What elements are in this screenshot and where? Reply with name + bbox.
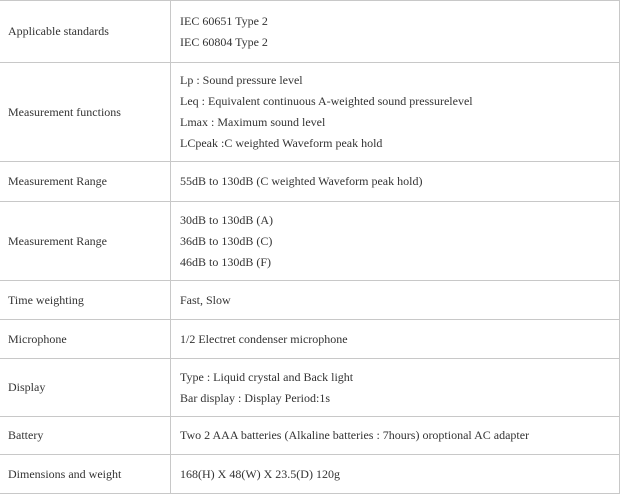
row-label: Dimensions and weight	[0, 455, 171, 494]
value-line: Two 2 AAA batteries (Alkaline batteries : 7hours) oroptional AC adapter	[180, 428, 530, 442]
row-label: Display	[0, 359, 171, 417]
value-line: Leq : Equivalent continuous A-weighted sound pressurelevel	[180, 94, 473, 108]
value-line: IEC 60651 Type 2	[180, 13, 268, 28]
table-row	[0, 281, 620, 320]
value-line: Fast, Slow	[180, 292, 231, 307]
row-value	[171, 1, 620, 63]
row-label: Measurement Range	[0, 202, 171, 281]
table-row	[0, 455, 620, 494]
row-label: Battery	[0, 417, 171, 455]
value-line: 55dB to 130dB (C weighted Waveform peak hold)	[180, 174, 423, 188]
value-line: 30dB to 130dB (A)	[180, 212, 273, 227]
value-line: Lp : Sound pressure level	[180, 73, 303, 87]
table-row	[0, 1, 620, 63]
table-row	[0, 162, 620, 202]
row-value	[171, 359, 620, 417]
row-value	[171, 417, 620, 455]
row-label: Measurement Range	[0, 162, 171, 202]
row-value	[171, 320, 620, 359]
row-value	[171, 162, 620, 202]
table-row	[0, 202, 620, 281]
value-line: IEC 60804 Type 2	[180, 34, 268, 49]
row-label: Applicable standards	[0, 1, 171, 63]
value-line: Bar display : Display Period:1s	[180, 390, 330, 405]
table-row	[0, 359, 620, 417]
value-line: Type : Liquid crystal and Back light	[180, 369, 354, 384]
value-line: LCpeak :C weighted Waveform peak hold	[180, 136, 383, 150]
row-label: Measurement functions	[0, 63, 171, 162]
row-value	[171, 455, 620, 494]
row-label: Time weighting	[0, 281, 171, 320]
row-value	[171, 281, 620, 320]
value-line: 46dB to 130dB (F)	[180, 254, 272, 269]
row-value	[171, 202, 620, 281]
table-row	[0, 417, 620, 455]
row-value	[171, 63, 620, 162]
value-line: 168(H) X 48(W) X 23.5(D) 120g	[180, 466, 340, 481]
table-row	[0, 320, 620, 359]
value-line: Lmax : Maximum sound level	[180, 115, 326, 129]
value-line: 36dB to 130dB (C)	[180, 233, 273, 248]
row-label: Microphone	[0, 320, 171, 359]
value-line: 1/2 Electret condenser microphone	[180, 331, 348, 346]
table-row	[0, 63, 620, 162]
